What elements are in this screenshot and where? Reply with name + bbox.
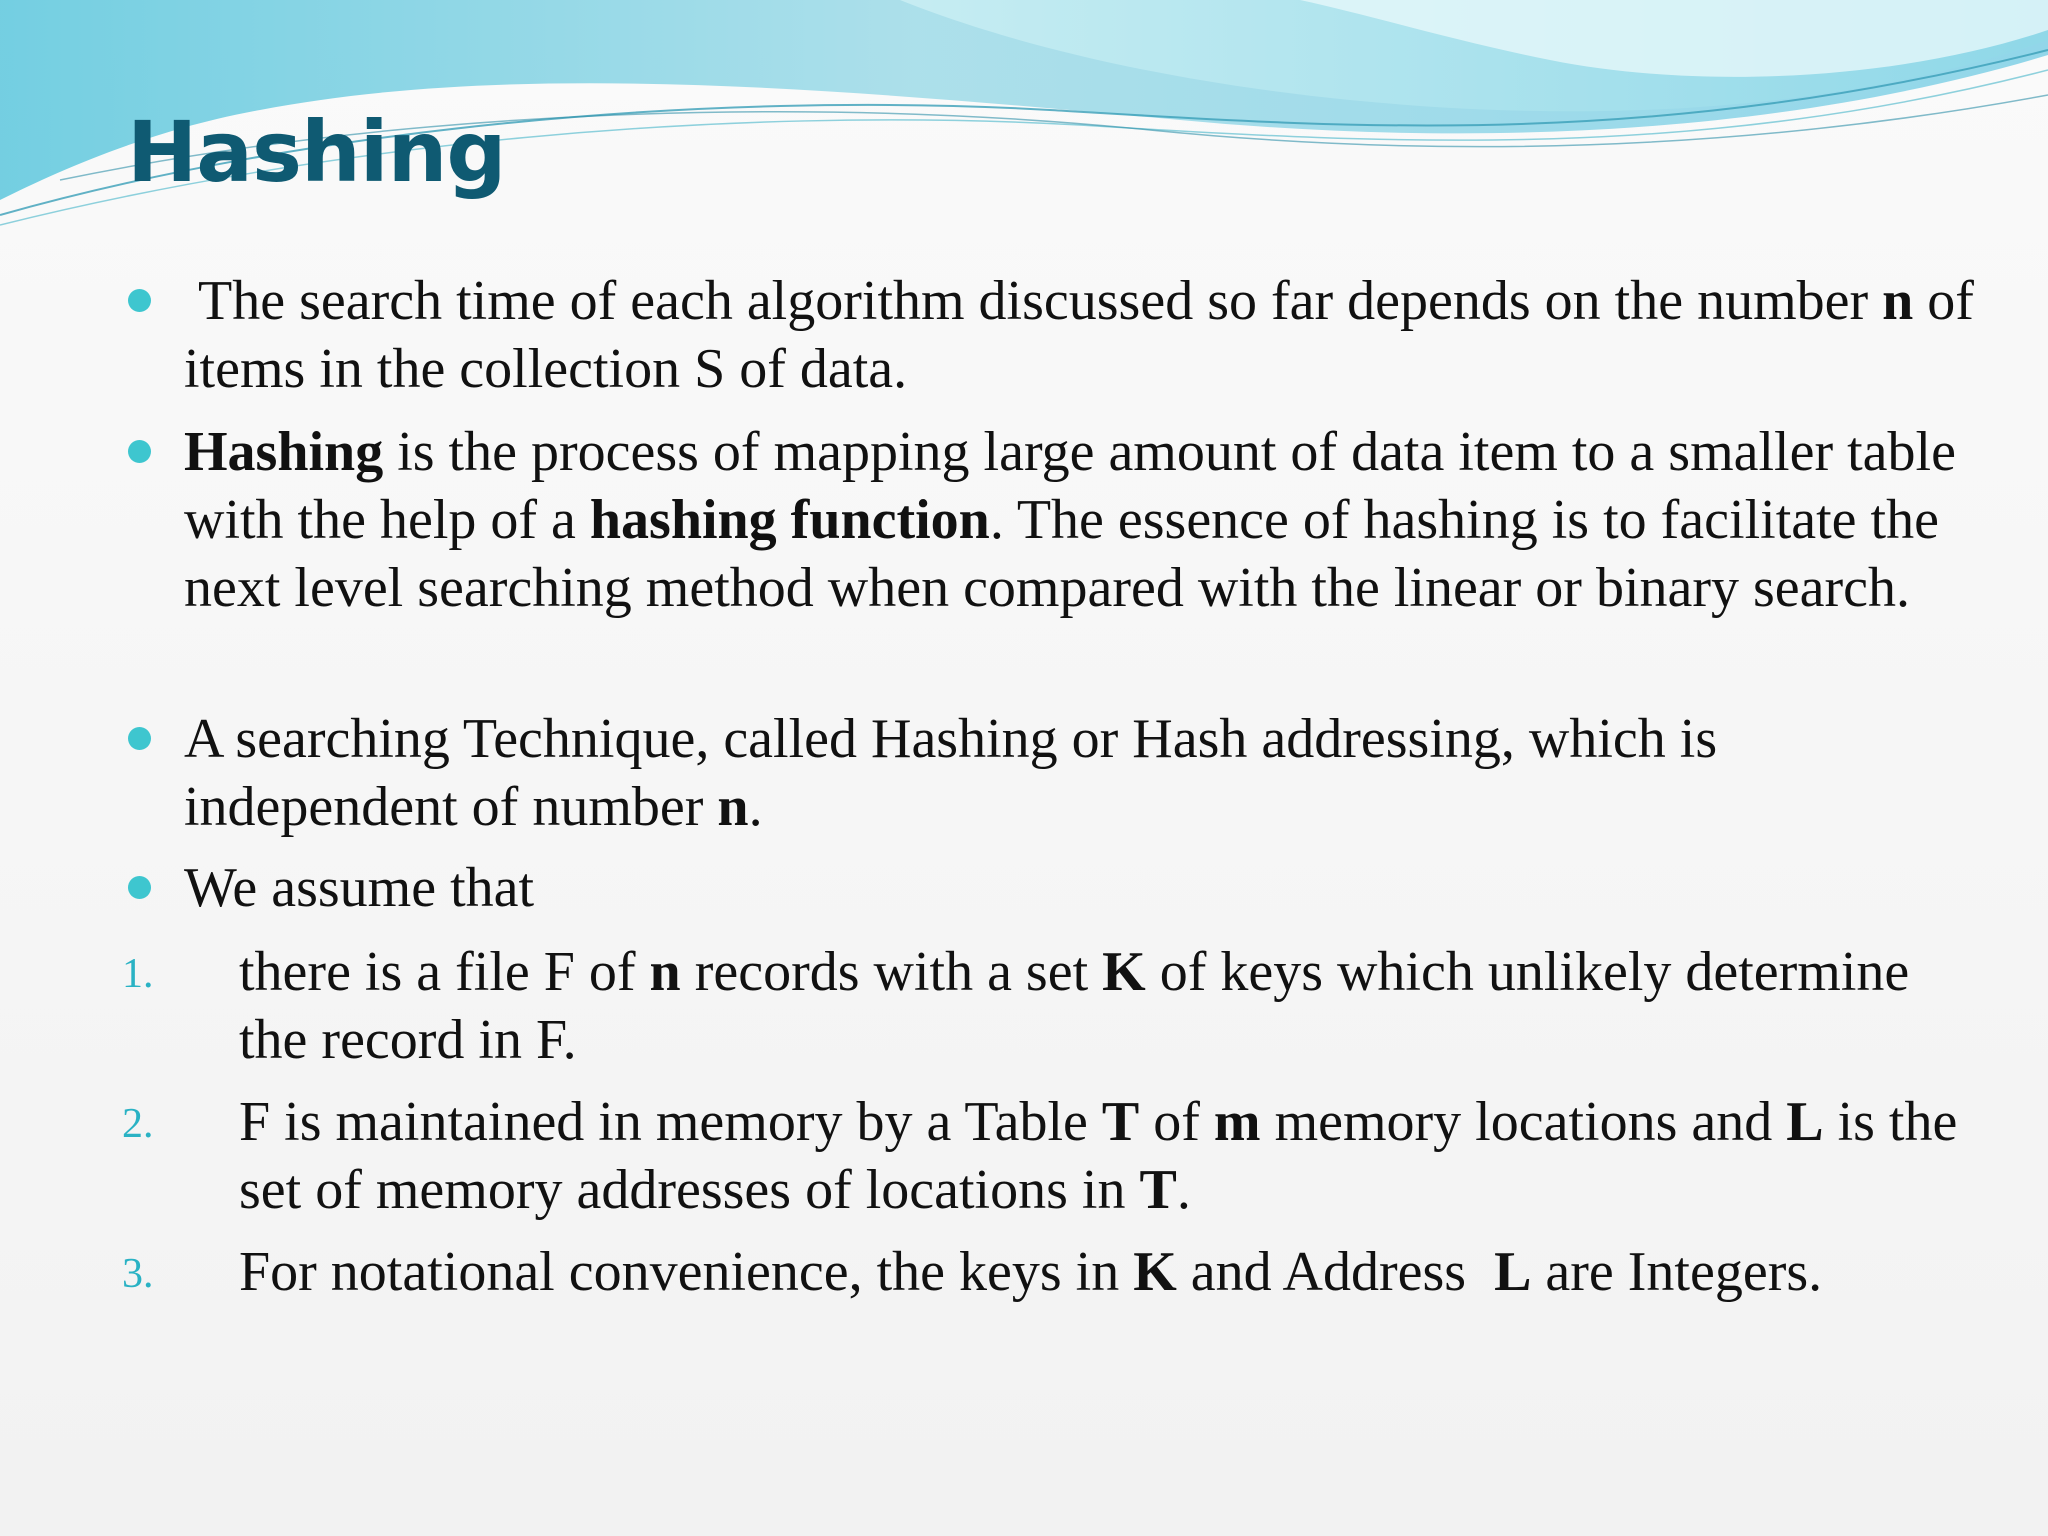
bullet-dot-icon <box>128 727 151 750</box>
bullet-paragraph <box>184 267 1974 403</box>
bold-text-segment: K <box>1102 941 1146 1003</box>
bullet-paragraph <box>184 418 1974 622</box>
bullet-paragraph <box>184 854 1974 922</box>
text-segment: We assume that <box>184 857 535 919</box>
numbered-paragraph <box>239 1238 1979 1306</box>
text-segment: . <box>1176 1159 1191 1221</box>
text-segment: The search time of each algorithm discussed so far depends on the number <box>184 270 1883 332</box>
list-number: 1. <box>122 951 154 997</box>
bold-text-segment: m <box>1213 1091 1261 1153</box>
bold-text-segment: K <box>1133 1241 1177 1303</box>
text-segment: For notational convenience, the keys in <box>239 1241 1134 1303</box>
text-segment: A searching Technique, called Hashing or Hash addressing, which is independent of number <box>184 708 1718 838</box>
bold-text-segment: L <box>1494 1241 1532 1303</box>
slide-title: Hashing <box>127 103 506 201</box>
bold-text-segment: hashing function <box>589 489 990 551</box>
text-segment: and Address <box>1176 1241 1495 1303</box>
text-segment: . <box>748 776 763 838</box>
text-segment: of <box>1139 1091 1214 1153</box>
text-segment: is the set of memory addresses of locations in <box>239 1091 1958 1221</box>
bold-text-segment: n <box>717 776 749 838</box>
text-segment: is the process of mapping large amount of data item to a smaller table with the help of a <box>184 421 1956 551</box>
bold-text-segment: T <box>1139 1159 1177 1221</box>
bullet-paragraph <box>184 705 1974 841</box>
bold-text-segment: L <box>1786 1091 1824 1153</box>
list-number: 3. <box>122 1251 154 1297</box>
bullet-dot-icon <box>128 440 151 463</box>
text-segment: of items in the collection S of data. <box>184 270 1974 400</box>
text-segment: F is maintained in memory by a Table <box>239 1091 1102 1153</box>
numbered-paragraph <box>239 938 1979 1074</box>
text-segment: of keys which unlikely determine the record in F. <box>239 941 1910 1071</box>
bold-text-segment: n <box>649 941 681 1003</box>
text-segment: memory locations and <box>1260 1091 1787 1153</box>
text-segment: are Integers. <box>1531 1241 1823 1303</box>
bold-text-segment: n <box>1882 270 1914 332</box>
bold-text-segment: Hashing <box>184 421 384 483</box>
bold-text-segment: T <box>1101 1091 1140 1153</box>
text-segment: there is a file F of <box>239 941 650 1003</box>
text-segment: . The essence of hashing is to facilitate the next level searching method when compared with the linear or binary search. <box>184 489 1939 619</box>
numbered-paragraph <box>239 1088 1979 1224</box>
bullet-dot-icon <box>128 876 151 899</box>
text-segment: records with a set <box>680 941 1103 1003</box>
list-number: 2. <box>122 1101 154 1147</box>
bullet-dot-icon <box>128 289 151 312</box>
